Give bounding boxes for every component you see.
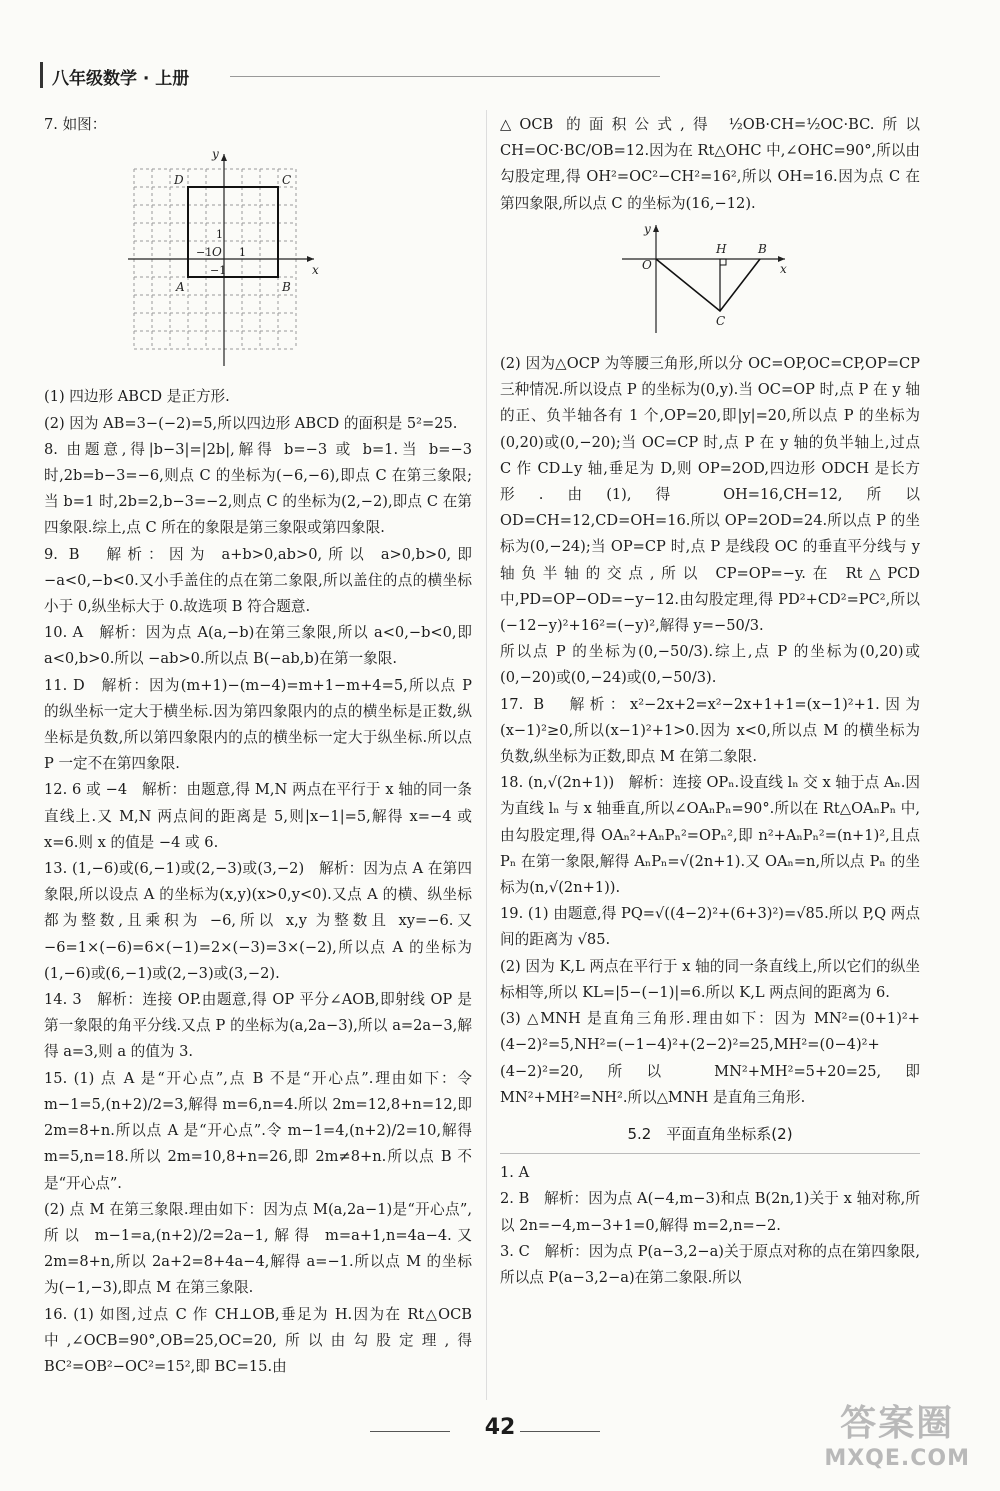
answer-19-1: 19. (1) 由题意,得 PQ=√((4−2)²+(6+3)²)=√85.所以 P,Q 两点间的距离为 √85. [500,905,920,949]
header-bar [40,62,43,88]
answer-12: 12. 6 或 −4 解析：由题意,得 M,N 两点在平行于 x 轴的同一条直线上.又 M,N 两点间的距离是 5,则|x−1|=5,解得 x=−4 或 x=6.则 x 的值是 −4 或 6. [44,781,472,851]
header-title: 八年级数学 · 上册 [52,69,190,89]
answer-15-2: (2) 点 M 在第三象限.理由如下：因为点 M(a,2a−1)是“开心点”,所以 m−1=a,(n+2)/2=2a−1,解得 m=a+1,n=4a−4.又 2m=8+n,所以 2a+2=8+4a−4,解得 a=−1.所以点 M 的坐标为(−1,−3),即点 M 在第三象限. [44,1200,472,1297]
answer-7-1: (1) 四边形 ABCD 是正方形. [44,388,230,406]
answer-14: 14. 3 解析：连接 OP.由题意,得 OP 平分∠AOB,即射线 OP 是第一象限的角平分线.又点 P 的坐标为(a,2a−3),所以 a=2a−3,解得 a=3,则 a 的值为 3. [44,991,472,1061]
label-O: O [212,245,222,260]
answer-16-2-conclusion: 所以点 P 的坐标为(0,−50/3).综上,点 P 的坐标为(0,20)或(0,−20)或(0,−24)或(0,−50/3). [500,643,920,687]
answer-16-cont: △OCB 的面积公式,得 ½OB·CH=½OC·BC.所以 CH=OC·BC/OB=12.因为在 Rt△OHC 中,∠OHC=90°,所以由勾股定理,得 OH²=OC²−CH²=16²,所以 OH=16.因为点 C 在第四象限,所以点 C 的坐标为(16,−12). [500,116,920,212]
answer-9: 9. B 解析：因为 a+b>0,ab>0,所以 a>0,b>0,即 −a<0,−b<0.又小手盖住的点在第二象限,所以盖住的点的横坐标小于 0,纵坐标大于 0.故选项 B 符合题意. [44,545,472,616]
answer-19-2: (2) 因为 K,L 两点在平行于 x 轴的同一条直线上,所以它们的纵坐标相等,所以 KL=|5−(−1)|=6.所以 K,L 两点间的距离为 6. [500,957,920,1001]
answer-10: 10. A 解析：因为点 A(a,−b)在第三象限,所以 a<0,−b<0,即 a<0,b>0.所以 −ab>0.所以点 B(−ab,b)在第一象限. [44,624,472,668]
figure-square-grid [124,144,472,378]
tick-neg1-y: −1 [210,264,227,278]
left-column [44,112,472,1380]
tick-1-x: 1 [239,246,246,260]
label-A: A [176,280,185,295]
watermark-line2: MXQE.COM [824,1446,970,1471]
answer-15-1: 15. (1) 点 A 是“开心点”,点 B 不是“开心点”.理由如下：令 m−1=5,(n+2)/2=3,解得 m=6,n=4.所以 2m=12,8+n=12,即 2m=8+n.所以点 A 是“开心点”.令 m−1=4,(n+2)/2=10,解得 m=5,n=18.所以 2m=10,8+n=26,即 2m≠8+n.所以点 B 不是“开心点”. [44,1069,472,1192]
section-separator [500,1153,920,1154]
label-x: x [312,263,319,278]
tri-label-y: y [644,221,651,236]
label-C: C [282,173,292,188]
tri-label-O: O [642,257,652,272]
tri-label-x: x [780,261,787,276]
tri-label-C: C [716,313,726,328]
answer-7-2: (2) 因为 AB=3−(−2)=5,所以四边形 ABCD 的面积是 5²=25. [44,414,458,432]
page-number-rule-left [370,1431,450,1432]
answer-16-1: 16. (1) 如图,过点 C 作 CH⊥OB,垂足为 H.因为在 Rt△OCB 中,∠OCB=90°,OB=25,OC=20,所以由勾股定理,得 BC²=OB²−OC²=15²,即 BC=15.由 [44,1305,472,1375]
answer-19-3: (3) △MNH 是直角三角形.理由如下：因为 MN²=(0+1)²+(4−2)²=5,NH²=(−1−4)²+(2−2)²=25,MH²=(0−4)²+(4−2)²=20,所以 MN²+MH²=5+20=25,即 MN²+MH²=NH².所以△MNH 是直角三角形. [500,1010,920,1106]
answer-8: 8. 由题意,得|b−3|=|2b|,解得 b=−3 或 b=1.当 b=−3 时,2b=b−3=−6,则点 C 的坐标为(−6,−6),即点 C 在第三象限;当 b=1 时,2b=2,b−3=−2,则点 C 的坐标为(2,−2),即点 C 在第四象限.综上,点 C 所在的象限是第三象限或第四象限. [44,440,472,537]
right-column [500,112,920,1291]
answer-s2: 2. B 解析：因为点 A(−4,m−3)和点 B(2n,1)关于 x 轴对称,所以 2n=−4,m−3+1=0,解得 m=2,n=−2. [500,1190,920,1234]
label-y: y [212,147,219,162]
answer-7: 7. 如图： [44,116,107,133]
header-rule [230,76,660,77]
answer-17: 17. B 解析：x²−2x+2=x²−2x+1+1=(x−1)²+1.因为(x−1)²≥0,所以(x−1)²+1>0.因为 x<0,所以点 M 的横坐标为负数,纵坐标为正数,即点 M 在第二象限. [500,695,920,766]
answer-18: 18. (n,√(2n+1)) 解析：连接 OPₙ.设直线 lₙ 交 x 轴于点 Aₙ.因为直线 lₙ 与 x 轴垂直,所以∠OAₙPₙ=90°.所以在 Rt△OAₙPₙ 中,由勾股定理,得 OAₙ²+AₙPₙ²=OPₙ²,即 n²+AₙPₙ²=(n+1)²,且点 Pₙ 在第一象限,解得 AₙPₙ=√(2n+1).又 OAₙ=n,所以点 Pₙ 的坐标为(n,√(2n+1)). [500,774,920,897]
section-title: 5.2 平面直角坐标系(2) [627,1124,793,1143]
column-divider [486,110,487,1400]
answer-s1: 1. A [500,1164,530,1182]
tri-label-H: H [716,241,727,256]
label-B: B [282,280,291,295]
answer-s3: 3. C 解析：因为点 P(a−3,2−a)关于原点对称的点在第四象限,所以点 P(a−3,2−a)在第二象限.所以 [500,1242,920,1286]
page-number-rule-right [520,1431,600,1432]
page-header [40,62,620,92]
watermark-logo [824,1395,970,1471]
watermark-line1: 答案圈 [840,1403,955,1444]
answer-11: 11. D 解析：因为(m+1)−(m−4)=m+1−m+4=5,所以点 P 的纵坐标一定大于横坐标.因为第四象限内的点的横坐标是正数,纵坐标是负数,所以第四象限内的点的横坐标一定大于纵坐标.所以点 P 一定不在第四象限. [44,676,472,773]
tri-label-B: B [758,241,767,256]
tick-1-y: 1 [216,228,223,242]
page-number: 42 [484,1415,516,1440]
answer-13: 13. (1,−6)或(6,−1)或(2,−3)或(3,−2) 解析：因为点 A 在第四象限,所以设点 A 的坐标为(x,y)(x>0,y<0).又点 A 的横、纵坐标都为整数,且乘积为 −6,所以 x,y 为整数且 xy=−6.又 −6=1×(−6)=6×(−1)=2×(−3)=3×(−2),所以点 A 的坐标为(1,−6)或(6,−1)或(2,−3)或(3,−2). [44,860,472,982]
answer-16-2: (2) 因为△OCP 为等腰三角形,所以分 OC=OP,OC=CP,OP=CP 三种情况.所以设点 P 的坐标为(0,y).当 OC=OP 时,点 P 在 y 轴的正、负半轴各有 1 个,OP=20,即|y|=20,所以点 P 的坐标为(0,20)或(0,−20);当 OC=CP 时,点 P 在 y 轴的负半轴上,过点 C 作 CD⊥y 轴,垂足为 D,则 OP=2OD,四边形 ODCH 是长方形.由(1),得 OH=16,CH=12,所以 OD=CH=12,CD=OH=16.所以 OP=2OD=24.所以点 P 的坐标为(0,−24);当 OP=CP 时,点 P 是线段 OC 的垂直平分线与 y 轴负半轴的交点,所以 CP=OP=−y.在 Rt△PCD 中,PD=OP−OD=−y−12.由勾股定理,得 PD²+CD²=PC²,所以(−12−y)²+16²=(−y)²,解得 y=−50/3. [500,355,920,635]
figure-triangle [620,221,920,345]
tick-neg1-x: −1 [196,246,213,260]
label-D: D [174,173,184,188]
